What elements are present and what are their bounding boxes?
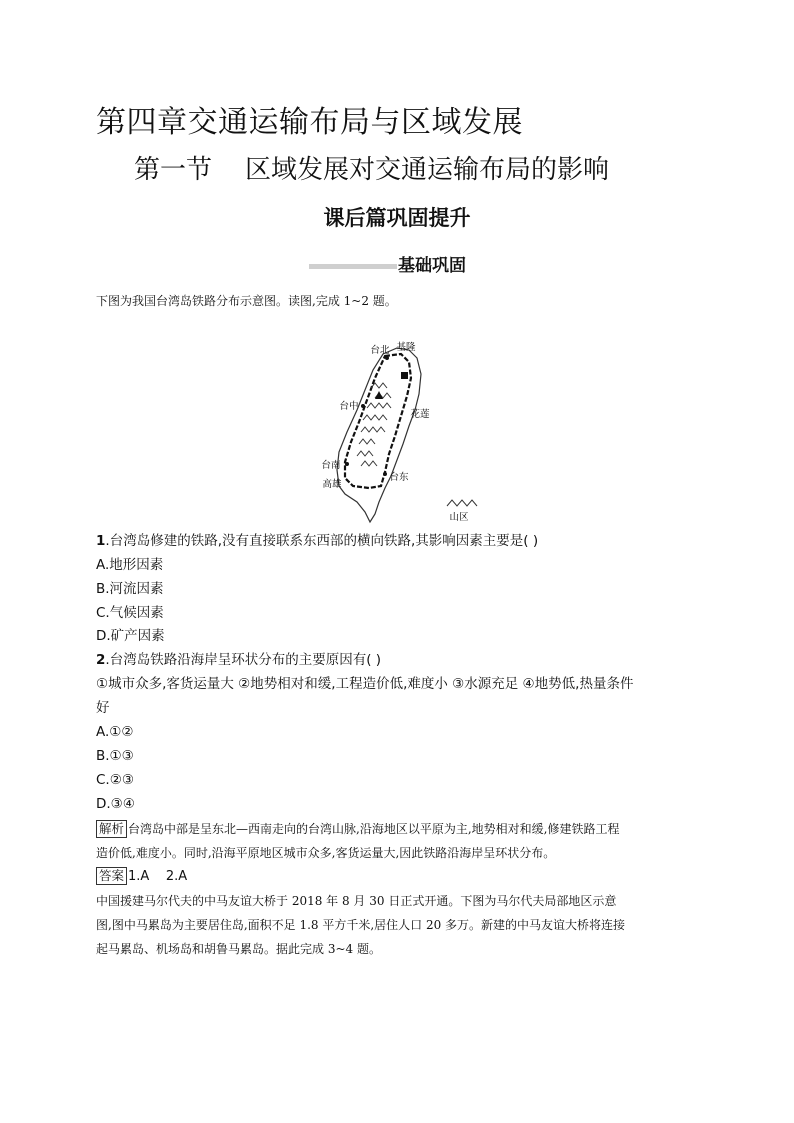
question-2-text: .台湾岛铁路沿海岸呈环状分布的主要原因有( ) [105,652,382,668]
peak-triangle-icon [375,391,383,399]
banner-bar [309,264,397,269]
mountain-legend-icon [447,500,477,506]
label-taitung: 台东 [389,472,409,483]
banner-label: 基础巩固 [398,256,466,276]
city-dot-taichung [361,404,365,408]
question-1-number: 1 [96,533,106,549]
analysis-tag: 解析 [96,820,127,838]
capital-square-icon [401,372,408,379]
label-mountain-legend: 山区 [449,512,469,523]
question-1-option-a[interactable]: A.地形因素 [96,557,164,573]
section-title: 第一节 区域发展对交通运输布局的影响 [134,155,610,185]
city-dot-taipei [385,356,389,360]
taiwan-railway-map [305,336,495,526]
answer-tag: 答案 [96,867,127,885]
analysis-line-2: 造价低,难度小。同时,沿海平原地区城市众多,客货运量大,因此铁路沿海岸呈环状分布。 [96,846,556,860]
analysis-line-1 [96,817,698,841]
island-outline [337,348,421,522]
question-2-statements-cont: 好 [96,700,110,716]
sub-title: 课后篇巩固提升 [323,206,471,230]
question-1-option-c[interactable]: C.气候因素 [96,605,164,621]
question-2-option-c[interactable]: C.②③ [96,772,134,788]
label-taichung: 台中 [339,401,359,412]
label-taipei: 台北 [370,345,390,356]
analysis-text-1: 台湾岛中部是呈东北—西南走向的台湾山脉,沿海地区以平原为主,地势相对和缓,修建铁路工程 [128,822,620,836]
intro-text: 下图为我国台湾岛铁路分布示意图。读图,完成 1~2 题。 [96,294,397,308]
question-2-number: 2 [96,652,106,668]
passage-line-3: 起马累岛、机场岛和胡鲁马累岛。据此完成 3~4 题。 [96,942,381,956]
question-2-option-d[interactable]: D.③④ [96,796,135,812]
question-1-text: .台湾岛修建的铁路,没有直接联系东西部的横向铁路,其影响因素主要是( ) [105,533,539,549]
question-2-stem [96,650,696,670]
chapter-title: 第四章交通运输布局与区域发展 [96,105,523,140]
label-keelung: 基隆 [396,342,416,353]
city-dot-taitung [383,472,387,476]
label-hualien: 花莲 [410,409,430,420]
question-2-option-a[interactable]: A.①② [96,724,134,740]
city-dot-tainan [345,462,349,466]
passage-line-2: 图,图中马累岛为主要居住岛,面积不足 1.8 平方千米,居住人口 20 多万。新建的中马友谊大桥将连接 [96,918,626,932]
question-2-option-b[interactable]: B.①③ [96,748,134,764]
answer-line [96,865,698,889]
label-kaohsiung: 高雄 [322,479,342,490]
question-2-statements: ①城市众多,客货运量大 ②地势相对和缓,工程造价低,难度小 ③水源充足 ④地势低,热量条件 [96,676,634,692]
mountain-symbols [357,383,391,466]
passage-line-1: 中国援建马尔代夫的中马友谊大桥于 2018 年 8 月 30 日正式开通。下图为马尔代夫局部地区示意 [96,894,617,908]
question-1-stem [96,531,696,551]
answer-text: 1.A 2.A [128,869,188,884]
label-tainan: 台南 [321,460,341,471]
question-1-option-b[interactable]: B.河流因素 [96,581,164,597]
question-1-option-d[interactable]: D.矿产因素 [96,628,165,644]
